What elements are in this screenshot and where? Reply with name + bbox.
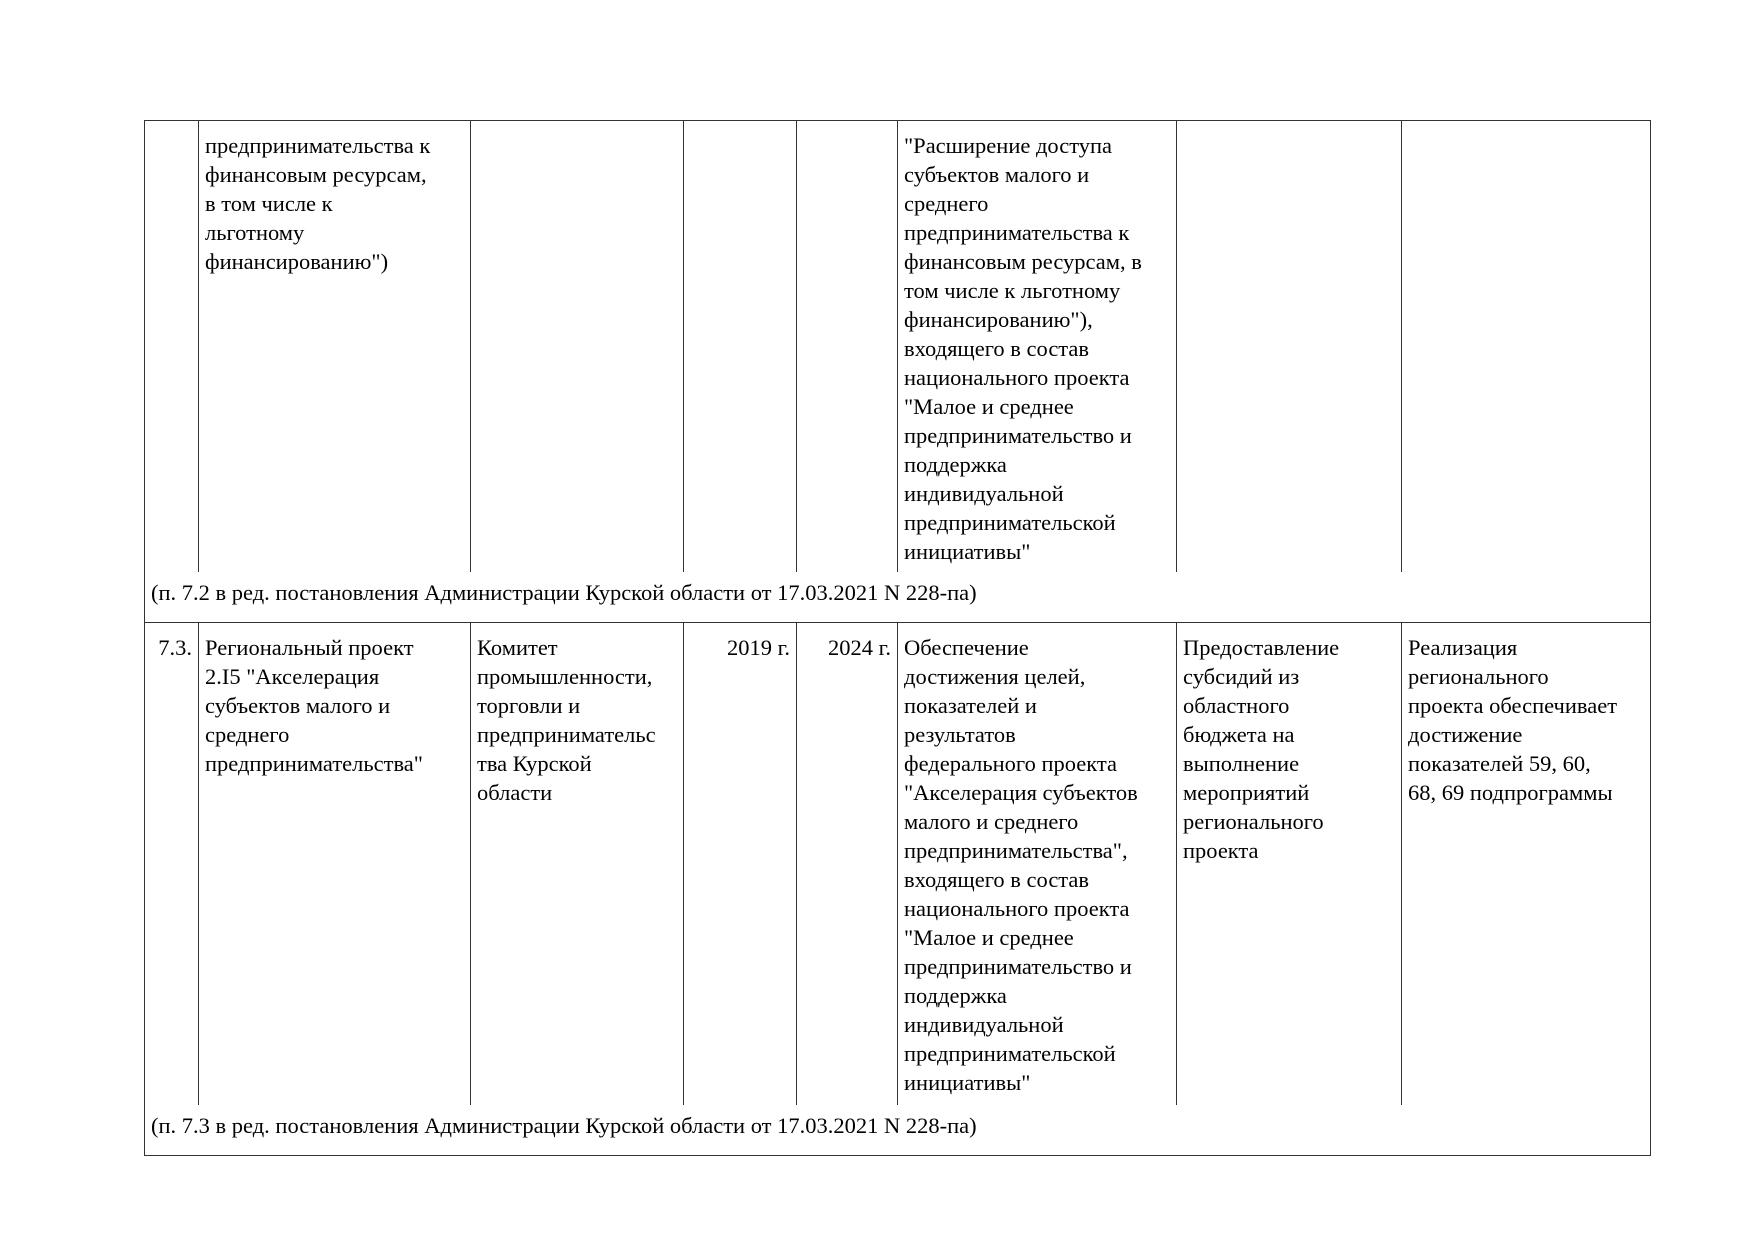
table-row	[145, 121, 1651, 573]
cell-goal: "Расширение доступа субъектов малого и среднего предпринимательства к финансовым ресурсам, в том числе к льготному финансированию"), входящего в состав национального проекта "Малое и среднее предпринимательство и поддержка индивидуальной предпринимательской инициативы"	[898, 121, 1177, 573]
cell-number: 7.3.	[145, 623, 199, 1106]
cell-number	[145, 121, 199, 573]
cell-executor: Комитет промышленности, торговли и предпринимательс тва Курской области	[471, 623, 684, 1106]
program-activities-table	[144, 120, 1651, 1156]
cell-activities: Предоставление субсидий из областного бюджета на выполнение мероприятий регионального проекта	[1177, 623, 1402, 1106]
table-row-note	[145, 1105, 1651, 1156]
cell-end-year	[797, 121, 898, 573]
cell-start-year: 2019 г.	[684, 623, 797, 1106]
cell-name: Региональный проект 2.I5 "Акселерация субъектов малого и среднего предпринимательства"	[199, 623, 471, 1106]
cell-executor	[471, 121, 684, 573]
cell-start-year	[684, 121, 797, 573]
table-row-note	[145, 572, 1651, 623]
amendment-note: (п. 7.2 в ред. постановления Администрации Курской области от 17.03.2021 N 228-па)	[145, 572, 1651, 623]
amendment-note: (п. 7.3 в ред. постановления Администрации Курской области от 17.03.2021 N 228-па)	[145, 1105, 1651, 1156]
cell-activities	[1177, 121, 1402, 573]
cell-result	[1402, 121, 1651, 573]
cell-name: предпринимательства к финансовым ресурсам, в том числе к льготному финансированию")	[199, 121, 471, 573]
table-row	[145, 623, 1651, 1106]
cell-goal: Обеспечение достижения целей, показателей и результатов федерального проекта "Акселерация субъектов малого и среднего предпринимательства", входящего в состав национального проекта "Малое и среднее предпринимательство и поддержка индивидуальной предпринимательской инициативы"	[898, 623, 1177, 1106]
cell-result: Реализация регионального проекта обеспечивает достижение показателей 59, 60, 68, 69 подпрограммы	[1402, 623, 1651, 1106]
cell-end-year: 2024 г.	[797, 623, 898, 1106]
